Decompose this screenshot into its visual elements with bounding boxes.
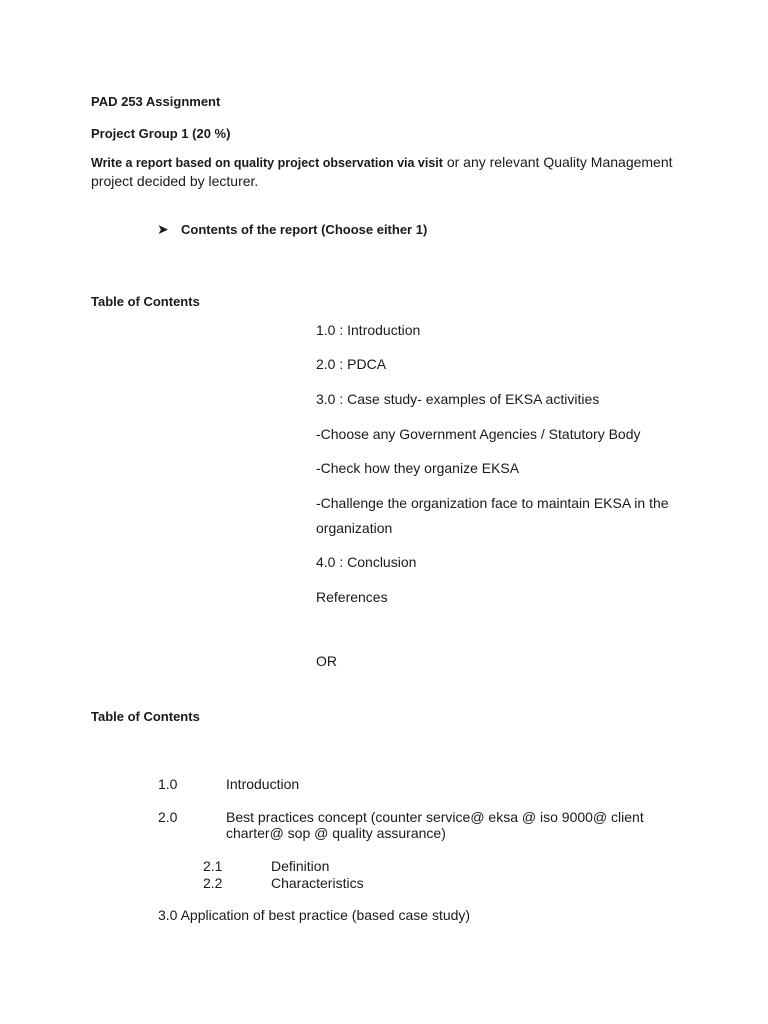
toc2-subitem-number: 2.2 <box>203 875 223 891</box>
toc2-subitem-text: Definition <box>271 858 330 874</box>
instruction-bold: Write a report based on quality project observation via visit <box>91 156 443 170</box>
toc2-item-text-cont: charter@ sop @ quality assurance) <box>226 825 446 841</box>
toc1-item: 1.0 : Introduction <box>316 322 421 338</box>
instruction-line-2: project decided by lecturer. <box>91 173 259 189</box>
toc2-item-text: Introduction <box>226 776 300 792</box>
toc2-item-number: 2.0 <box>158 809 178 825</box>
toc1-item: References <box>316 589 388 605</box>
toc2-item-number: 1.0 <box>158 776 178 792</box>
toc2-subitem-number: 2.1 <box>203 858 223 874</box>
arrow-bullet-icon: ➤ <box>157 222 169 238</box>
project-title: Project Group 1 (20 %) <box>91 126 231 141</box>
toc1-item: -Check how they organize EKSA <box>316 460 520 476</box>
toc1-item: 4.0 : Conclusion <box>316 554 417 570</box>
contents-heading: Contents of the report (Choose either 1) <box>181 222 428 237</box>
instruction-line-1 <box>91 154 673 172</box>
toc1-item: 2.0 : PDCA <box>316 356 387 372</box>
contents-bullet <box>157 221 169 239</box>
toc2-last-item: 3.0 Application of best practice (based case study) <box>158 907 471 923</box>
toc1-item: -Choose any Government Agencies / Statutory Body <box>316 426 641 442</box>
toc1-item: -Challenge the organization face to maintain EKSA in the <box>316 495 669 511</box>
toc1-item: organization <box>316 520 393 536</box>
or-separator: OR <box>316 653 337 669</box>
toc2-item-text: Best practices concept (counter service@ eksa @ iso 9000@ client <box>226 809 644 825</box>
toc2-subitem-text: Characteristics <box>271 875 364 891</box>
instruction-regular: or any relevant Quality Management <box>442 154 673 170</box>
toc1-item: 3.0 : Case study- examples of EKSA activities <box>316 391 600 407</box>
toc1-heading: Table of Contents <box>91 294 200 309</box>
course-title: PAD 253 Assignment <box>91 94 221 109</box>
toc2-heading: Table of Contents <box>91 709 200 724</box>
